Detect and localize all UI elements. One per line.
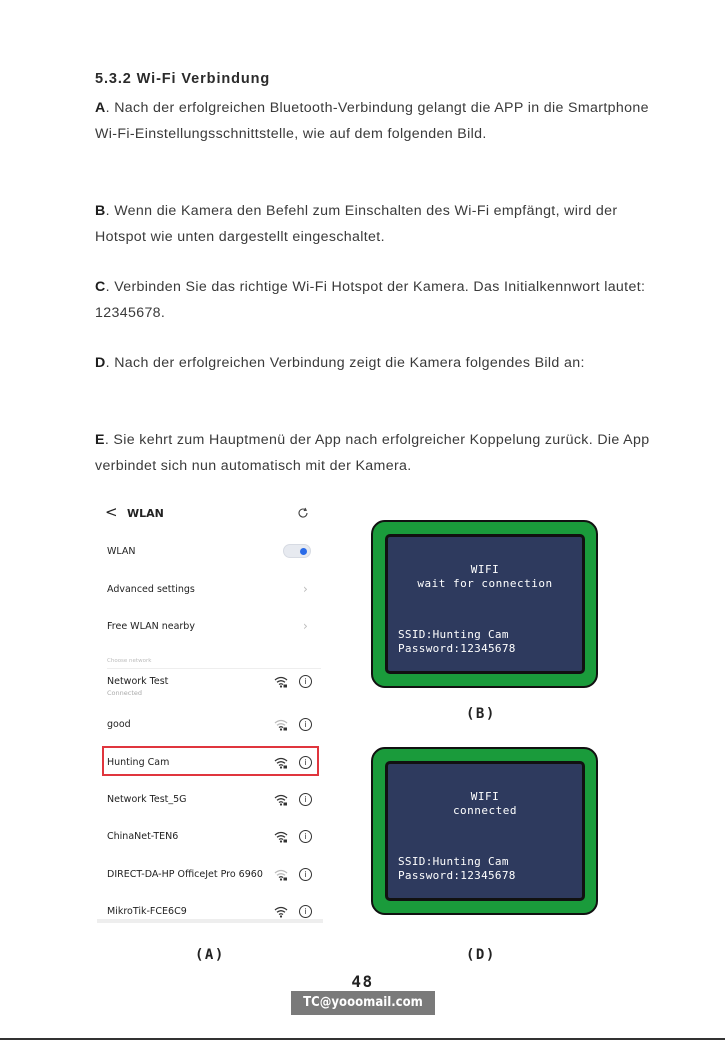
wifi-lock-icon bbox=[274, 719, 288, 731]
wlan-toggle[interactable] bbox=[283, 544, 311, 558]
section-heading: 5.3.2 Wi-Fi Verbindung bbox=[95, 71, 271, 87]
free-wlan-label: Free WLAN nearby bbox=[107, 621, 195, 632]
caption-a: (A) bbox=[195, 947, 225, 963]
network-item[interactable] bbox=[97, 676, 323, 713]
chevron-right-icon: › bbox=[303, 619, 308, 633]
cam-wifi-title: WIFI bbox=[470, 563, 500, 576]
caption-d: (D) bbox=[466, 947, 496, 963]
network-item[interactable] bbox=[97, 869, 323, 906]
network-item[interactable] bbox=[97, 794, 323, 831]
back-icon[interactable]: < bbox=[105, 503, 118, 521]
network-name: ChinaNet-TEN6 bbox=[107, 831, 179, 842]
network-item[interactable] bbox=[97, 831, 323, 868]
network-item[interactable] bbox=[97, 906, 323, 920]
refresh-icon[interactable] bbox=[297, 507, 309, 519]
advanced-settings-label: Advanced settings bbox=[107, 584, 195, 595]
camera-display-d bbox=[371, 747, 598, 915]
info-icon[interactable]: i bbox=[299, 830, 312, 843]
paragraph-letter: C bbox=[95, 279, 106, 295]
divider bbox=[107, 668, 321, 669]
cam-ssid: SSID:Hunting Cam bbox=[398, 855, 509, 868]
wlan-toggle-row[interactable] bbox=[97, 546, 323, 583]
network-name: Network Test bbox=[107, 676, 169, 687]
paragraph-text: . Nach der erfolgreichen Verbindung zeigt die Kamera folgendes Bild an: bbox=[105, 355, 585, 371]
camera-display-b bbox=[371, 520, 598, 688]
paragraph-text: . Nach der erfolgreichen Bluetooth-Verbindung gelangt die APP in die Smartphone Wi-Fi-Einstellungsschnittstelle, wie auf dem folgenden Bild. bbox=[95, 100, 649, 142]
paragraph-text: . Wenn die Kamera den Befehl zum Einschalten des Wi-Fi empfängt, wird der Hotspot wie unten dargestellt eingeschaltet. bbox=[95, 203, 618, 245]
cam-status: connected bbox=[452, 804, 518, 817]
camera-screen bbox=[385, 761, 585, 901]
paragraph-letter: E bbox=[95, 432, 105, 448]
info-icon[interactable]: i bbox=[299, 868, 312, 881]
phone-header bbox=[97, 503, 323, 528]
network-name: good bbox=[107, 719, 131, 730]
info-icon[interactable]: i bbox=[299, 756, 312, 769]
info-icon[interactable]: i bbox=[299, 905, 312, 918]
wifi-lock-icon bbox=[274, 831, 288, 843]
paragraph-text: . Sie kehrt zum Hauptmenü der App nach erfolgreicher Koppelung zurück. Die App verbindet sich nun automatisch mit der Kamera. bbox=[95, 432, 650, 474]
advanced-settings-row[interactable] bbox=[97, 584, 323, 621]
toggle-knob bbox=[300, 548, 307, 555]
phone-wlan-screenshot bbox=[97, 496, 323, 923]
camera-screen bbox=[385, 534, 585, 674]
wifi-lock-icon bbox=[274, 676, 288, 688]
watermark-label: TC@yooomail.com bbox=[291, 991, 435, 1015]
info-icon[interactable]: i bbox=[299, 675, 312, 688]
hunting-cam-highlight-box bbox=[102, 746, 319, 776]
wifi-lock-icon bbox=[274, 794, 288, 806]
cam-password: Password:12345678 bbox=[398, 869, 516, 882]
paragraph-b bbox=[95, 198, 655, 250]
paragraph-d bbox=[95, 350, 655, 376]
cam-status: wait for connection bbox=[417, 577, 553, 590]
paragraph-c bbox=[95, 274, 655, 326]
wifi-icon bbox=[274, 906, 288, 918]
paragraph-letter: D bbox=[95, 355, 106, 371]
chevron-right-icon: › bbox=[303, 582, 308, 596]
network-name: MikroTik-FCE6C9 bbox=[107, 906, 187, 917]
paragraph-text: . Verbinden Sie das richtige Wi-Fi Hotspot der Kamera. Das Initialkennwort lautet: 12345678. bbox=[95, 279, 646, 321]
info-icon[interactable]: i bbox=[299, 793, 312, 806]
info-icon[interactable]: i bbox=[299, 718, 312, 731]
network-name: DIRECT-DA-HP OfficeJet Pro 6960 bbox=[107, 869, 263, 880]
paragraph-a bbox=[95, 95, 655, 147]
network-name: Network Test_5G bbox=[107, 794, 187, 805]
free-wlan-row[interactable] bbox=[97, 621, 323, 658]
paragraph-e bbox=[95, 427, 655, 479]
cam-password: Password:12345678 bbox=[398, 642, 516, 655]
paragraph-letter: B bbox=[95, 203, 106, 219]
section-label: Choose network bbox=[107, 658, 152, 664]
network-status: Connected bbox=[107, 689, 143, 697]
cam-ssid: SSID:Hunting Cam bbox=[398, 628, 509, 641]
paragraph-letter: A bbox=[95, 100, 106, 116]
phone-bottom-edge bbox=[97, 919, 323, 923]
page-number: 48 bbox=[351, 972, 374, 991]
network-name: Hunting Cam bbox=[107, 757, 170, 768]
caption-b: (B) bbox=[466, 706, 496, 722]
phone-title: WLAN bbox=[127, 507, 164, 520]
wifi-lock-icon bbox=[274, 869, 288, 881]
wlan-label: WLAN bbox=[107, 546, 136, 557]
cam-wifi-title: WIFI bbox=[470, 790, 500, 803]
